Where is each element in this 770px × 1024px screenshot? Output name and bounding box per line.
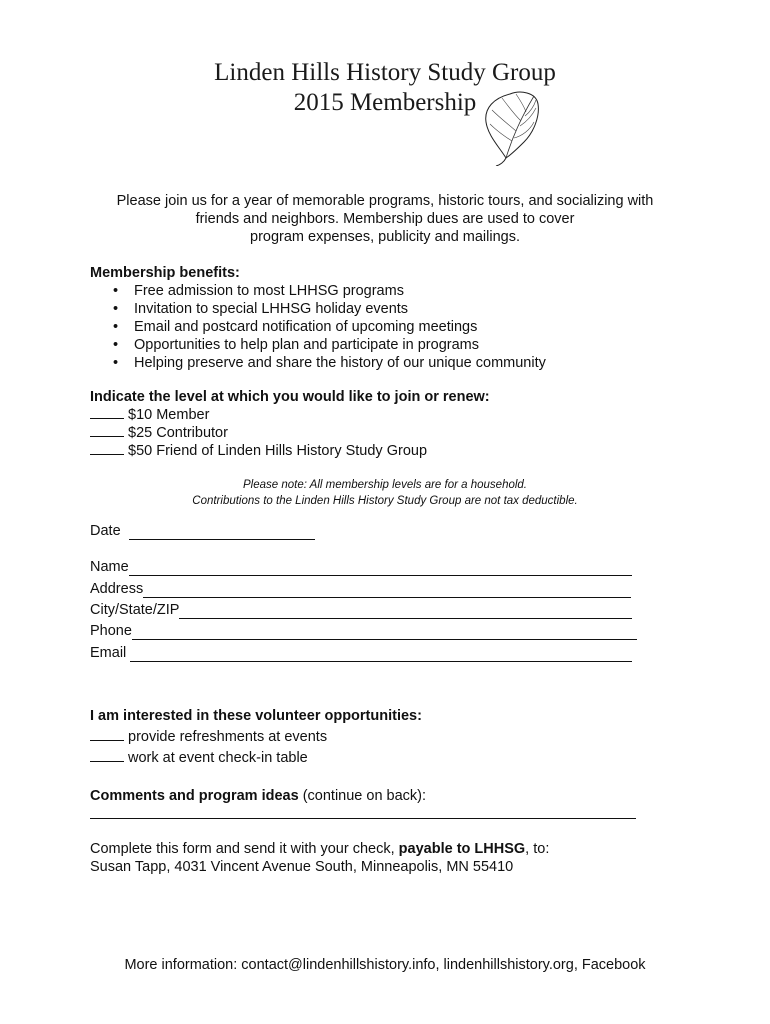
benefit-item <box>90 318 690 336</box>
volunteer-label: work at event check-in table <box>128 750 308 766</box>
name-input-line[interactable] <box>129 561 632 576</box>
intro-line-2: friends and neighbors. Membership dues are used to cover <box>195 211 575 227</box>
membership-note <box>0 477 770 509</box>
comments-heading-note: (continue on back): <box>298 788 427 804</box>
volunteer-blank-line[interactable] <box>90 728 124 741</box>
date-label: Date <box>90 523 121 539</box>
email-input-line[interactable] <box>130 647 632 662</box>
email-label: Email <box>90 645 127 661</box>
phone-label: Phone <box>90 623 132 639</box>
benefit-text: Opportunities to help plan and participate in programs <box>134 337 479 353</box>
level-blank-line[interactable] <box>90 424 124 437</box>
bullet-icon: • <box>113 355 119 371</box>
comments-section <box>90 787 690 805</box>
send-text-end: , to: <box>525 841 550 857</box>
level-blank-line[interactable] <box>90 406 124 419</box>
benefit-text: Helping preserve and share the history of our unique community <box>134 355 546 371</box>
levels-section <box>90 388 690 460</box>
page-title <box>0 58 770 118</box>
send-text: Complete this form and send it with your check, <box>90 841 399 857</box>
benefit-text: Email and postcard notification of upcoming meetings <box>134 319 478 335</box>
comments-input-line[interactable] <box>90 818 636 819</box>
benefits-heading: Membership benefits: <box>90 265 240 281</box>
level-option-25[interactable] <box>90 424 690 442</box>
phone-input-line[interactable] <box>132 625 637 640</box>
benefit-text: Free admission to most LHHSG programs <box>134 283 404 299</box>
mailing-address: Susan Tapp, 4031 Vincent Avenue South, Minneapolis, MN 55410 <box>90 859 514 875</box>
bullet-icon: • <box>113 319 119 335</box>
comments-heading: Comments and program ideas <box>90 788 299 804</box>
name-label: Name <box>90 559 129 575</box>
volunteer-section <box>90 706 690 769</box>
level-label: $25 Contributor <box>128 425 228 441</box>
name-field[interactable] <box>90 558 632 576</box>
benefit-item <box>90 354 690 372</box>
note-line-2: Contributions to the Linden Hills History Study Group are not tax deductible. <box>192 495 578 507</box>
volunteer-option-refreshments[interactable] <box>90 727 690 748</box>
volunteer-option-check-in[interactable] <box>90 748 690 769</box>
payable-to: payable to LHHSG <box>398 841 526 857</box>
bullet-icon: • <box>113 337 119 353</box>
level-label: $50 Friend of Linden Hills History Study Group <box>128 443 428 459</box>
benefits-list <box>90 282 690 372</box>
city-state-zip-input-line[interactable] <box>179 604 632 619</box>
intro-line-3: program expenses, publicity and mailings. <box>250 229 520 245</box>
level-blank-line[interactable] <box>90 442 124 455</box>
intro-paragraph <box>60 192 710 246</box>
volunteer-label: provide refreshments at events <box>128 729 328 745</box>
title-line-org: Linden Hills History Study Group <box>214 59 556 86</box>
benefits-section <box>90 264 690 372</box>
city-state-zip-label: City/State/ZIP <box>90 602 180 618</box>
volunteer-heading: I am interested in these volunteer opportunities: <box>90 708 422 724</box>
note-line-1: Please note: All membership levels are for a household. <box>242 479 528 491</box>
phone-field[interactable] <box>90 622 637 640</box>
city-state-zip-field[interactable] <box>90 601 632 619</box>
bullet-icon: • <box>113 283 119 299</box>
date-field[interactable] <box>90 522 315 540</box>
leaf-icon <box>480 86 544 166</box>
send-instructions <box>90 840 690 876</box>
address-label: Address <box>90 581 144 597</box>
bullet-icon: • <box>113 301 119 317</box>
address-field[interactable] <box>90 580 631 598</box>
address-input-line[interactable] <box>143 583 631 598</box>
benefit-item <box>90 282 690 300</box>
date-input-line[interactable] <box>129 525 315 540</box>
benefit-item <box>90 336 690 354</box>
volunteer-blank-line[interactable] <box>90 749 124 762</box>
email-field[interactable] <box>90 644 632 662</box>
footer-contact: More information: contact@lindenhillshistory.info, lindenhillshistory.org, Facebook <box>124 957 646 973</box>
level-option-10[interactable] <box>90 406 690 424</box>
benefit-item <box>90 300 690 318</box>
level-option-50[interactable] <box>90 442 690 460</box>
intro-line-1: Please join us for a year of memorable programs, historic tours, and socializing with <box>116 193 654 209</box>
level-label: $10 Member <box>128 407 210 423</box>
title-line-year: 2015 Membership <box>293 89 477 116</box>
levels-heading: Indicate the level at which you would like to join or renew: <box>90 389 490 405</box>
benefit-text: Invitation to special LHHSG holiday events <box>134 301 409 317</box>
